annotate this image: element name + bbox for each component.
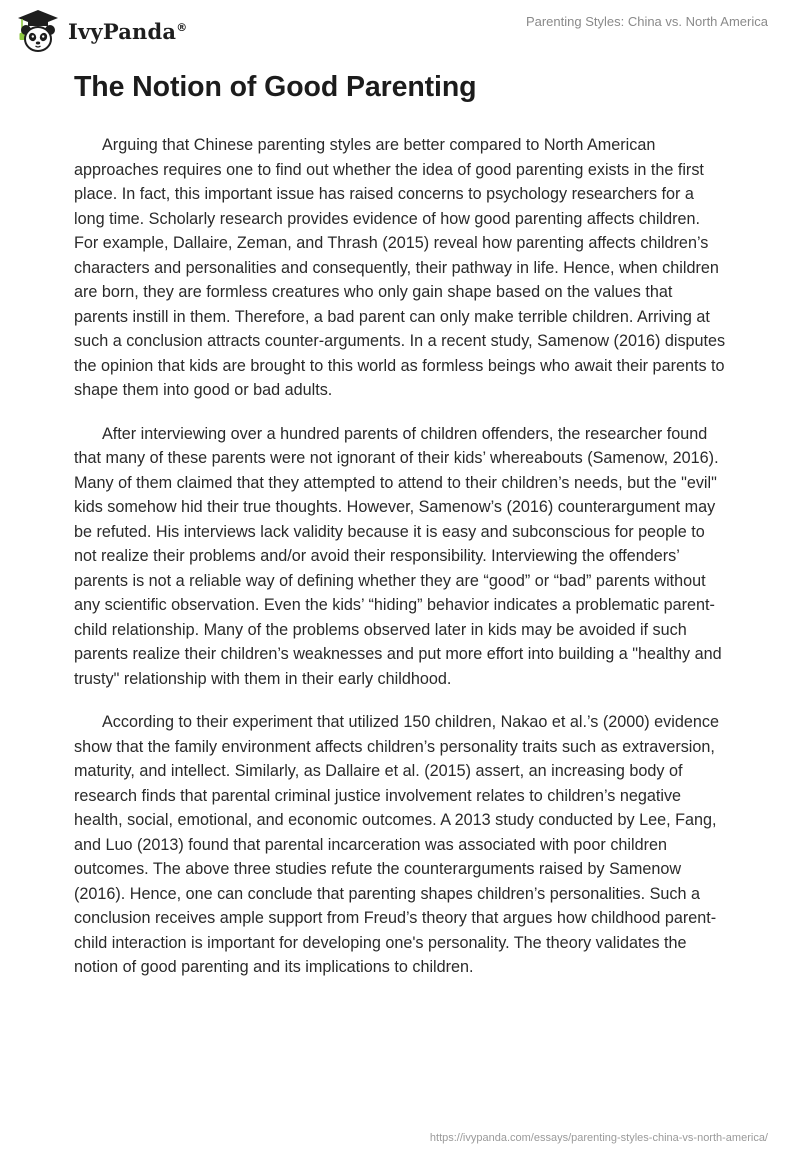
brand-logo[interactable] [14,8,187,54]
source-url[interactable]: https://ivypanda.com/essays/parenting-styles-china-vs-north-america/ [429,1132,768,1144]
brand-name: IvyPanda® [68,18,188,44]
brand-registered-mark: ® [176,20,188,34]
panda-graduate-icon [14,8,62,54]
paragraph: After interviewing over a hundred parents of children offenders, the researcher found that many of these parents were not ignorant of their kids’ whereabouts (Samenow, 2016). Many of them claimed that they attempted to attend to their children’s needs, but the "evil" kids somehow hid their true thoughts. However, Samenow’s (2016) counterargument may be refuted. His interviews lack validity because it is easy and subconscious for people to not realize their problems and/or avoid their responsibility. Interviewing the offenders’ parents is not a reliable way of defining whether they are “good” or “bad” parents without any scientific observation. Even the kids’ “hiding” behavior indicates a problematic parent-child relationship. Many of the problems observed later in kids may be avoided if such parents realize their children’s weaknesses and put more effort into building a "healthy and trusty" relationship with them in their early childhood. [74,424,722,688]
paragraph: According to their experiment that utilized 150 children, Nakao et al.’s (2000) evidence show that the family environment affects children’s personality traits such as extraversion, maturity, and intellect. Similarly, as Dallaire et al. (2015) assert, an increasing body of research finds that parental criminal justice involvement relates to children’s negative health, social, emotional, and economic outcomes. A 2013 study conducted by Lee, Fang, and Luo (2013) found that parental incarceration was associated with poor children outcomes. The above three studies refute the counterarguments raised by Samenow (2016). Hence, one can conclude that parenting shapes children’s personalities. Such a conclusion receives ample support from Freud’s theory that argues how childhood parent-child interaction is important for developing one's personality. The theory validates the notion of good parenting and its implications to children. [74,713,719,976]
paragraph: Arguing that Chinese parenting styles are better compared to North American approaches requires one to find out whether the idea of good parenting exists in the first place. In fact, this important issue has raised concerns to psychology researchers for a long time. Scholarly research provides evidence of how good parenting affects children. For example, Dallaire, Zeman, and Thrash (2015) reveal how parenting affects children’s characters and personalities and consequently, their pathway in life. Hence, when children are born, they are formless creatures who only gain shape based on the values that parents instill in them. Therefore, a bad parent can only make terrible children. Arriving at such a conclusion attracts counter-arguments. In a recent study, Samenow (2016) disputes the opinion that kids are brought to this world as formless beings who await their parents to shape them into good or bad adults. [74,136,726,399]
document-title: Parenting Styles: China vs. North America [525,14,768,29]
section-heading: The Notion of Good Parenting [74,71,477,103]
page-header [0,0,800,60]
article-body [74,133,726,999]
